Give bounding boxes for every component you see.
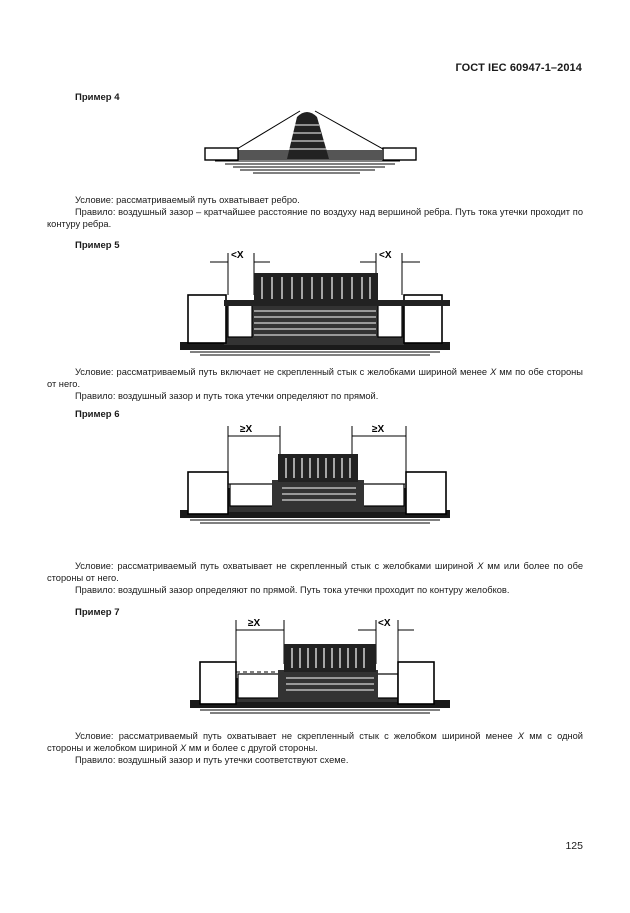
example-7-condition-c: мм и более с другой стороны. xyxy=(186,743,318,753)
example-6-condition-x: X xyxy=(477,561,484,571)
example-7-figure xyxy=(190,612,450,718)
example-6-condition-a: Условие: рассматриваемый путь охватывает не скрепленный стык с желобками шириной xyxy=(75,561,478,571)
example-6-dim-right: ≥X xyxy=(372,424,385,435)
example-4-rule: Правило: воздушный зазор – кратчайшее расстояние по воздуху над вершиной ребра. Путь тока утечки проходит по контуру ребра. xyxy=(47,207,583,229)
example-7-text xyxy=(47,730,583,766)
example-6-rule: Правило: воздушный зазор определяют по прямой. Путь тока утечки проходит по контуру желобков. xyxy=(75,585,510,595)
example-7-condition-a: Условие: рассматриваемый путь охватывает не скрепленный стык с желобком шириной менее xyxy=(75,731,518,741)
example-7-title: Пример 7 xyxy=(75,607,120,618)
example-6-text xyxy=(47,560,583,596)
example-5-condition-a: Условие: рассматриваемый путь включает не скрепленный стык с желобками шириной менее xyxy=(75,367,491,377)
example-5-rule: Правило: воздушный зазор и путь тока утечки определяют по прямой. xyxy=(75,391,379,401)
example-7-condition-x2: X xyxy=(180,743,187,753)
example-7-condition-b: мм с одной стороны и желобком шириной xyxy=(47,731,583,753)
example-5-condition-b: мм по обе стороны от него. xyxy=(47,367,583,389)
example-7-dim-right: <X xyxy=(378,618,391,629)
example-6-figure xyxy=(180,418,450,528)
example-7-rule: Правило: воздушный зазор и путь утечки соответствуют схеме. xyxy=(75,755,349,765)
example-4-text xyxy=(47,194,583,230)
example-5-text xyxy=(47,366,583,402)
example-4-title: Пример 4 xyxy=(75,92,120,103)
example-6-condition-b: мм или более по обе стороны от него. xyxy=(47,561,583,583)
page-number: 125 xyxy=(565,840,583,852)
example-6-dim-left: ≥X xyxy=(240,424,253,435)
example-5-condition-x: X xyxy=(490,367,497,377)
example-4-condition: Условие: рассматриваемый путь охватывает ребро. xyxy=(75,195,300,205)
example-5-dim-left: <X xyxy=(231,250,244,261)
example-7-dim-left: ≥X xyxy=(248,618,261,629)
example-4-figure xyxy=(195,105,420,180)
example-5-title: Пример 5 xyxy=(75,240,120,251)
example-6-title: Пример 6 xyxy=(75,409,120,420)
example-7-condition-x1: X xyxy=(517,731,525,741)
example-5-dim-right: <X xyxy=(379,250,392,261)
example-5-figure xyxy=(180,245,450,360)
document-header: ГОСТ IEC 60947-1–2014 xyxy=(455,62,582,74)
